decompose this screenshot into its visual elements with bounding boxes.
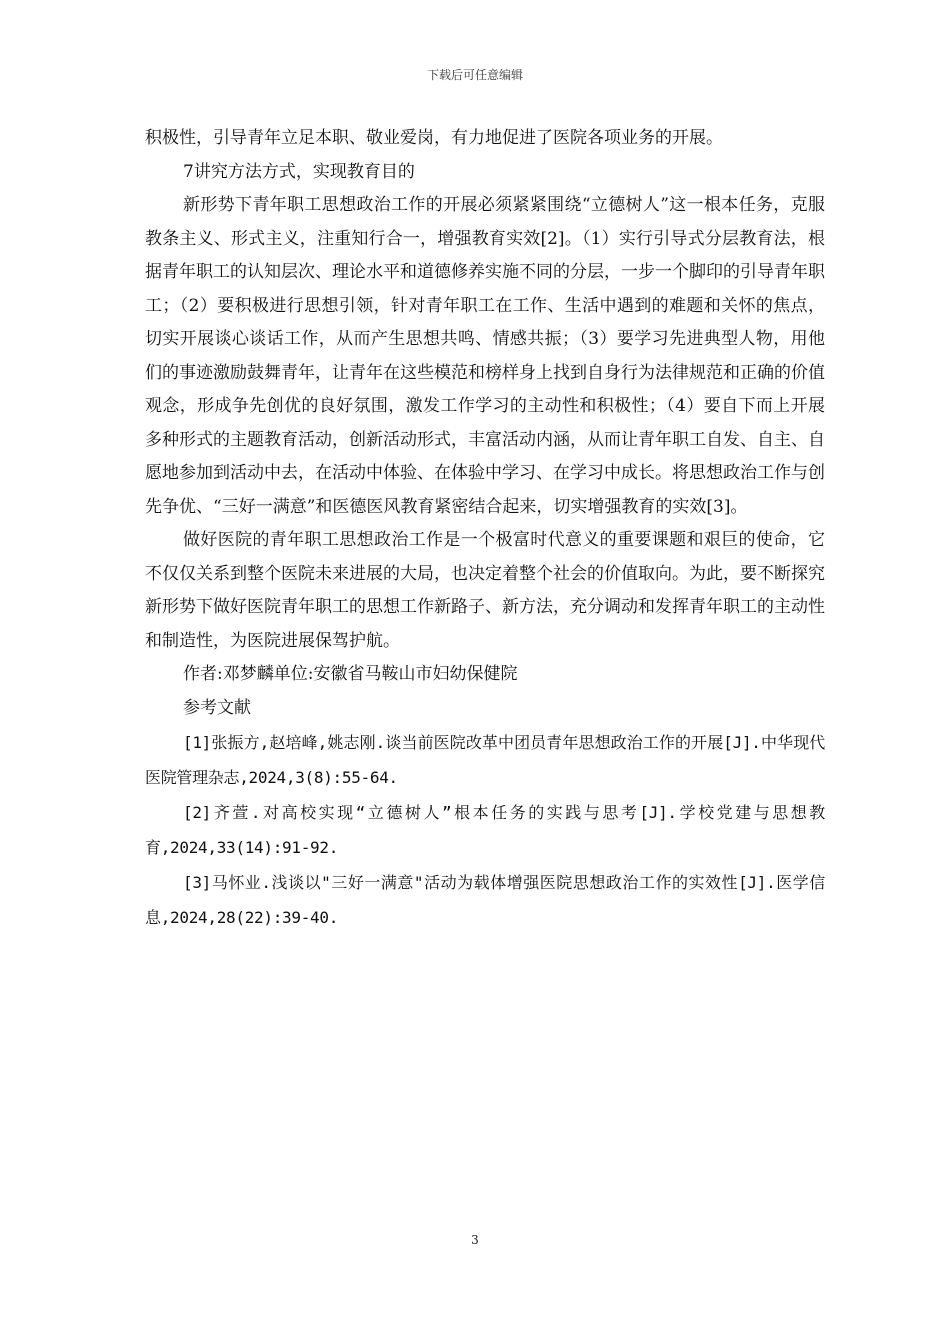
page-header: 下载后可任意编辑	[426, 68, 523, 82]
paragraph-conclusion: 做好医院的青年职工思想政治工作是一个极富时代意义的重要课题和艰巨的使命，它不仅仅关系到整个医院未来进展的大局，也决定着整个社会的价值取向。为此，要不断探究新形势下做好医院青年职工的思想工作新路子、新方法，充分调动和发挥青年职工的主动性和制造性，为医院进展保驾护航。	[145, 530, 825, 651]
paragraph-methods: 新形势下青年职工思想政治工作的开展必须紧紧围绕“立德树人”这一根本任务，克服教条主义、形式主义，注重知行合一，增强教育实效[2]。（1）实行引导式分层教育法，根据青年职工的认知层次、理论水平和道德修养实施不同的分层，一步一个脚印的引导青年职工；（2）要积极进行思想引领，针对青年职工在工作、生活中遇到的难题和关怀的焦点，切实开展谈心谈话工作，从而产生思想共鸣、情感共振；（3）要学习先进典型人物，用他们的事迹激励鼓舞青年，让青年在这些模范和榜样身上找到自身行为法律规范和正确的价值观念，形成争先创优的良好氛围，激发工作学习的主动性和积极性；（4）要自下而上开展多种形式的主题教育活动，创新活动形式，丰富活动内涵，从而让青年职工自发、自主、自愿地参加到活动中去，在活动中体验、在体验中学习、在学习中成长。将思想政治工作与创先争优、“三好一满意”和医德医风教育紧密结合起来，切实增强教育的实效[3]。	[145, 195, 825, 517]
section-heading: 7讲究方法方式，实现教育目的	[183, 161, 415, 182]
reference-item-3: [3]马怀业.浅谈以"三好一满意"活动为载体增强医院思想政治工作的实效性[J].医学信息,2024,28(22):39-40.	[145, 873, 825, 927]
paragraph-continued: 积极性，引导青年立足本职、敬业爱岗，有力地促进了医院各项业务的开展。	[145, 128, 723, 148]
references-heading: 参考文献	[183, 697, 251, 718]
author-line: 作者:邓梦麟单位:安徽省马鞍山市妇幼保健院	[183, 664, 518, 684]
reference-item-2: [2]齐萱.对高校实现“立德树人”根本任务的实践与思考[J].学校党建与思想教育,2024,33(14):91-92.	[145, 803, 825, 857]
page-number: 3	[471, 1233, 479, 1247]
document-body	[145, 122, 825, 935]
reference-item-1: [1]张振方,赵培峰,姚志刚.谈当前医院改革中团员青年思想政治工作的开展[J].中华现代医院管理杂志,2024,3(8):55-64.	[145, 733, 825, 787]
